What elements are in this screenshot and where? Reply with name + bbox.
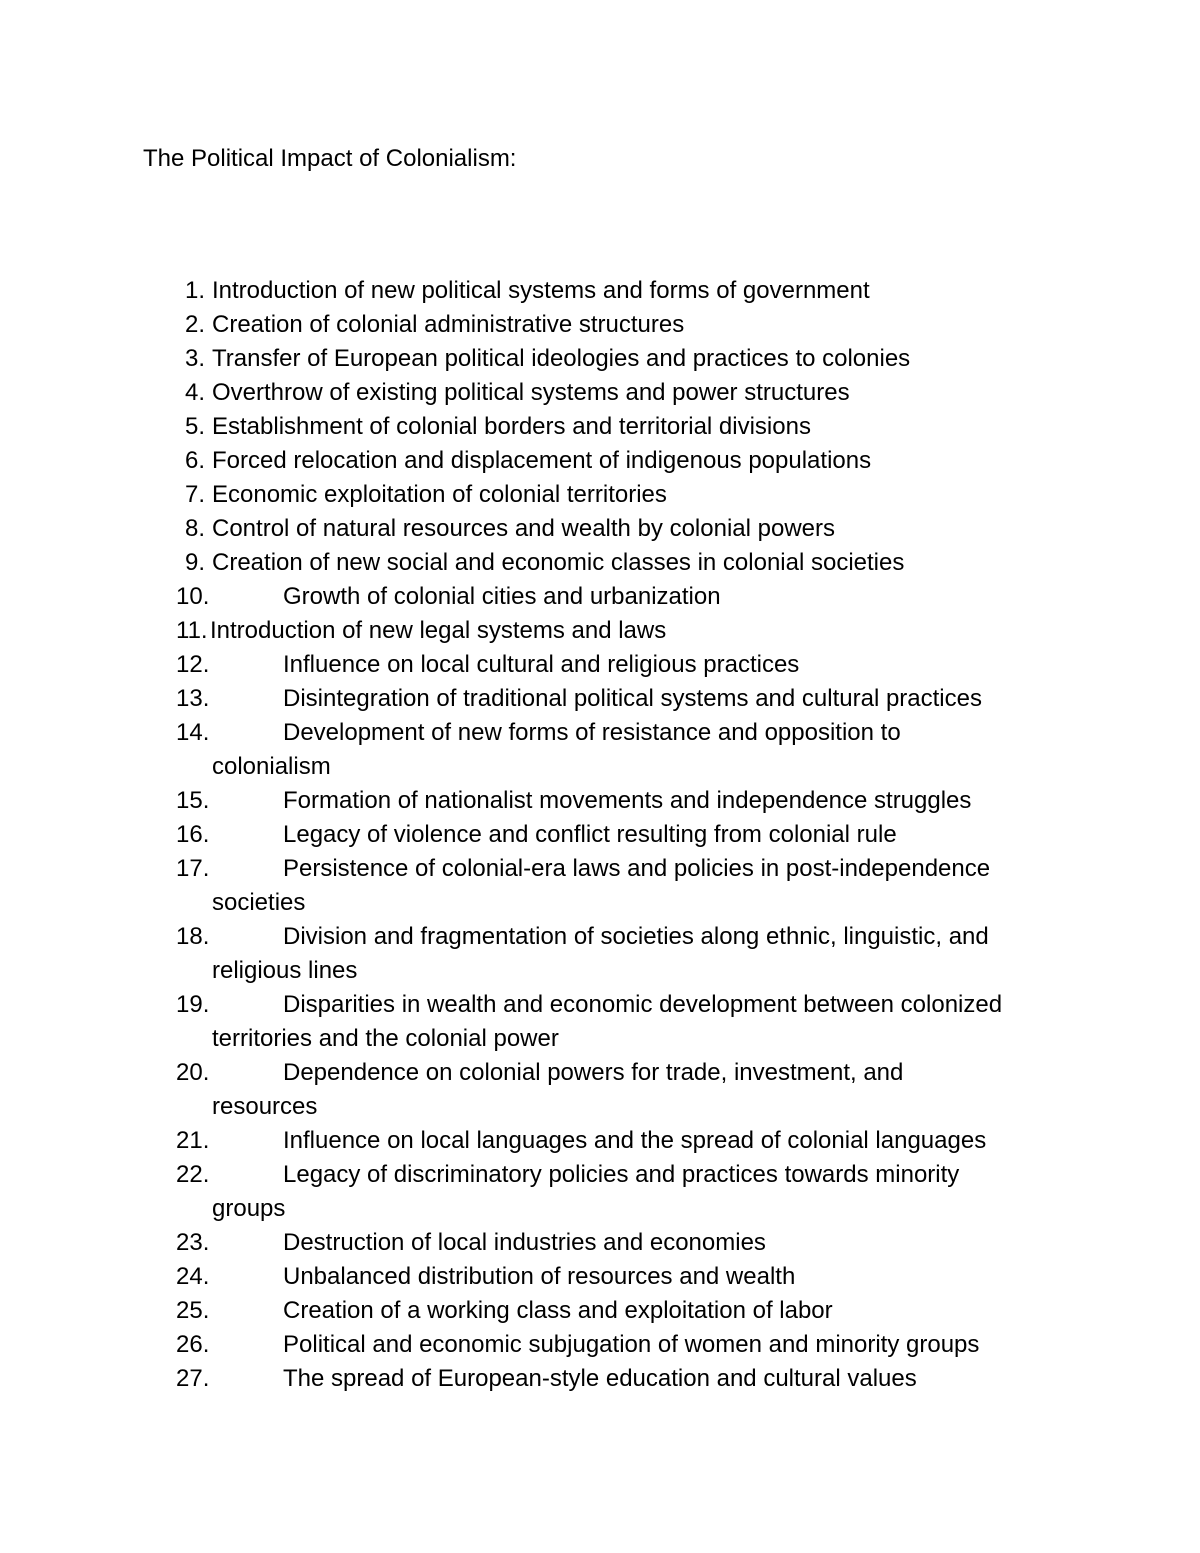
- list-item-text-line: Development of new forms of resistance and opposition to: [283, 719, 901, 746]
- list-item-number: 18.: [176, 923, 210, 950]
- list-item-text: Influence on local cultural and religious practices: [283, 651, 800, 678]
- list-item-text: Formation of nationalist movements and independence struggles: [283, 787, 972, 814]
- list-item-number: 20.: [176, 1059, 210, 1086]
- list-item-number: 13.: [176, 685, 210, 712]
- list-item-text-continuation: groups: [212, 1195, 286, 1222]
- list-item-number: 1.: [184, 277, 205, 304]
- list-item-text-line: Dependence on colonial powers for trade, investment, and: [283, 1059, 904, 1086]
- list-item: [0, 444, 1200, 478]
- list-item: [0, 682, 1200, 716]
- list-item-number: 5.: [184, 413, 205, 440]
- list-item: [0, 1056, 1200, 1124]
- list-item-text-line: Disparities in wealth and economic development between colonized: [283, 991, 1003, 1018]
- list-item-text: Creation of colonial administrative structures: [212, 311, 685, 338]
- list-item: [0, 410, 1200, 444]
- list-item-text: Overthrow of existing political systems and power structures: [212, 379, 850, 406]
- list-item-number: 8.: [184, 515, 205, 542]
- list-item: [0, 852, 1200, 920]
- list-item-number: 14.: [176, 719, 210, 746]
- list-item-text-continuation: resources: [212, 1093, 318, 1120]
- document-title: The Political Impact of Colonialism:: [143, 145, 517, 172]
- list-item-number: 17.: [176, 855, 210, 882]
- list-item-text: Creation of new social and economic classes in colonial societies: [212, 549, 905, 576]
- list-item-text-continuation: territories and the colonial power: [212, 1025, 559, 1052]
- list-item-number: 9.: [184, 549, 205, 576]
- list-item-number: 3.: [184, 345, 205, 372]
- list-item: [0, 546, 1200, 580]
- list-item: [0, 1226, 1200, 1260]
- list-item-number: 10.: [176, 583, 210, 610]
- list-item: [0, 716, 1200, 784]
- list-item: [0, 1158, 1200, 1226]
- list-item-text: Political and economic subjugation of women and minority groups: [283, 1331, 980, 1358]
- list-item-number: 4.: [184, 379, 205, 406]
- list-item-text: Disintegration of traditional political systems and cultural practices: [283, 685, 982, 712]
- list-item-text: Legacy of violence and conflict resulting from colonial rule: [283, 821, 897, 848]
- list-item-number: 6.: [184, 447, 205, 474]
- list-item-text: Transfer of European political ideologies and practices to colonies: [212, 345, 911, 372]
- list-item-text-continuation: colonialism: [212, 753, 331, 780]
- list-item-text: [212, 920, 989, 988]
- list-item-text: Creation of a working class and exploitation of labor: [283, 1297, 833, 1324]
- list-item-number: 27.: [176, 1365, 210, 1392]
- list-item-text-line: Persistence of colonial-era laws and policies in post-independence: [283, 855, 991, 882]
- list-item: [0, 580, 1200, 614]
- list-item: [0, 1124, 1200, 1158]
- impact-list: [0, 274, 1200, 1396]
- list-item: [0, 512, 1200, 546]
- list-item-number: 23.: [176, 1229, 210, 1256]
- list-item-number: 22.: [176, 1161, 210, 1188]
- list-item-number: 7.: [184, 481, 205, 508]
- list-item-number: 19.: [176, 991, 210, 1018]
- list-item-number: 16.: [176, 821, 210, 848]
- list-item-text-line: Legacy of discriminatory policies and practices towards minority: [283, 1161, 960, 1188]
- list-item: [0, 376, 1200, 410]
- list-item-text-continuation: societies: [212, 889, 306, 916]
- list-item: [0, 614, 1200, 648]
- list-item-number: 2.: [184, 311, 205, 338]
- list-item-text: [212, 1158, 960, 1226]
- list-item-text-continuation: religious lines: [212, 957, 358, 984]
- list-item-text: Unbalanced distribution of resources and wealth: [283, 1263, 796, 1290]
- list-item-number: 12.: [176, 651, 210, 678]
- list-item: [0, 1260, 1200, 1294]
- list-item-text: Establishment of colonial borders and territorial divisions: [212, 413, 811, 440]
- list-item-number: 15.: [176, 787, 210, 814]
- list-item-text: [212, 1056, 904, 1124]
- list-item-text: [212, 988, 1003, 1056]
- list-item-text: Growth of colonial cities and urbanization: [283, 583, 721, 610]
- list-item-text-line: Division and fragmentation of societies along ethnic, linguistic, and: [283, 923, 989, 950]
- list-item-text: [212, 852, 991, 920]
- list-item-text: Introduction of new political systems and forms of government: [212, 277, 870, 304]
- list-item-text: Destruction of local industries and economies: [283, 1229, 766, 1256]
- list-item-text: [212, 716, 901, 784]
- list-item-text: Forced relocation and displacement of indigenous populations: [212, 447, 872, 474]
- list-item-number: 11.: [176, 617, 208, 644]
- list-item-number: 21.: [176, 1127, 210, 1154]
- list-item: [0, 1362, 1200, 1396]
- list-item: [0, 308, 1200, 342]
- list-item: [0, 818, 1200, 852]
- list-item: [0, 478, 1200, 512]
- list-item: [0, 1294, 1200, 1328]
- list-item: [0, 274, 1200, 308]
- list-item: [0, 988, 1200, 1056]
- list-item-text: Economic exploitation of colonial territories: [212, 481, 667, 508]
- list-item-text: The spread of European-style education and cultural values: [283, 1365, 917, 1392]
- list-item-text: Influence on local languages and the spread of colonial languages: [283, 1127, 987, 1154]
- list-item: [0, 648, 1200, 682]
- list-item-text: Introduction of new legal systems and laws: [210, 617, 667, 644]
- list-item: [0, 920, 1200, 988]
- list-item: [0, 784, 1200, 818]
- list-item-number: 24.: [176, 1263, 210, 1290]
- list-item: [0, 342, 1200, 376]
- list-item-number: 26.: [176, 1331, 210, 1358]
- list-item: [0, 1328, 1200, 1362]
- list-item-text: Control of natural resources and wealth by colonial powers: [212, 515, 836, 542]
- list-item-number: 25.: [176, 1297, 210, 1324]
